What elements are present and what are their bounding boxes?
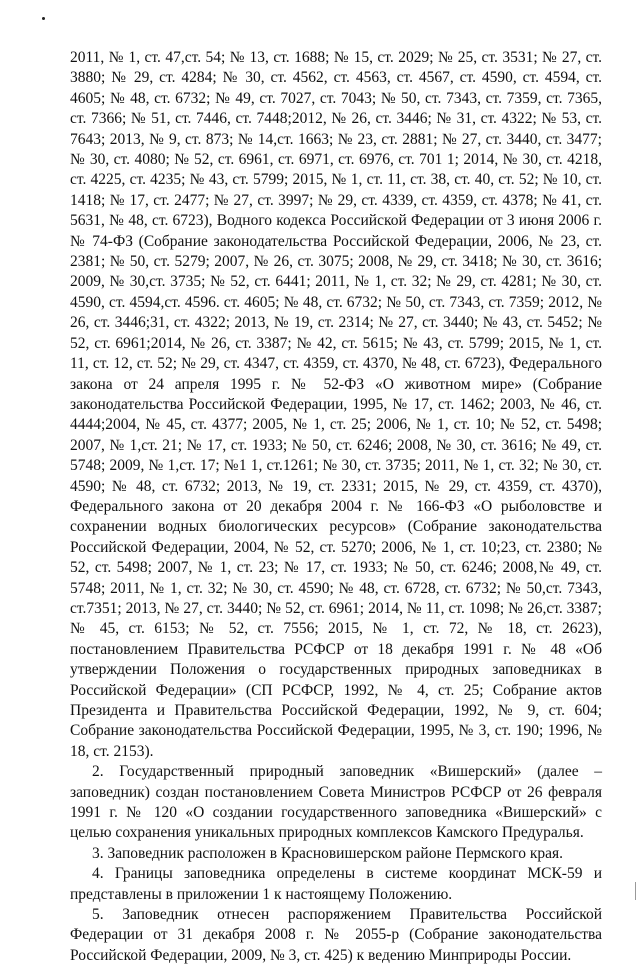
document-body bbox=[70, 48, 602, 966]
scan-dot-mark bbox=[42, 17, 45, 20]
paragraph-3-location: 3. Заповедник расположен в Красновишерском районе Пермского края. bbox=[92, 844, 564, 862]
scan-edge-mark bbox=[635, 882, 636, 900]
paragraph-4-boundaries: 4. Границы заповедника определены в системе координат МСК-59 и представлены в приложении 1 к настоящему Положению. bbox=[70, 865, 602, 903]
paragraph-5-jurisdiction: 5. Заповедник отнесен распоряжением Правительства Российской Федерации от 31 декабря 2008 г. № 2055-р (Собрание законодательства Российской Федерации, 2009, № 3, ст. 425) к ведению Минприроды России. bbox=[70, 906, 602, 964]
paragraph-2-establishment: 2. Государственный природный заповедник «Вишерский» (далее – заповедник) создан постановлением Совета Министров РСФСР от 26 февраля 1991 г. № 120 «О создании государственного заповедника «Вишерский» с целью сохранения уникальных природных комплексов Камского Предуралья. bbox=[70, 763, 602, 842]
paragraph-legal-references: 2011, № 1, ст. 47,ст. 54; № 13, ст. 1688; № 15, ст. 2029; № 25, ст. 3531; № 27, ст. 3880; № 29, ст. 4284; № 30, ст. 4562, ст. 4563, ст. 4567, ст. 4590, ст. 4594, ст. 4605; № 48, ст. 6732; № 49, ст. 7027, ст. 7043; № 50, ст. 7343, ст. 7359, ст. 7365, ст. 7366; № 51, ст. 7446, ст. 7448;2012, № 26, ст. 3446; № 31, ст. 4322; № 53, ст. 7643; 2013, № 9, ст. 873; № 14,ст. 1663; № 23, ст. 2881; № 27, ст. 3440, ст. 3477; № 30, ст. 4080; № 52, ст. 6961, ст. 6971, ст. 6976, ст. 701 1; 2014, № 30, ст. 4218, ст. 4225, ст. 4235; № 43, ст. 5799; 2015, № 1, ст. 11, ст. 38, ст. 40, ст. 52; № 10, ст. 1418; № 17, ст. 2477; № 27, ст. 3997; № 29, ст. 4339, ст. 4359, ст. 4378; № 41, ст. 5631, № 48, ст. 6723), Водного кодекса Российской Федерации от 3 июня 2006 г. № 74-ФЗ (Собрание законодательства Российской Федерации, 2006, № 23, ст. 2381; № 50, ст. 5279; 2007, № 26, ст. 3075; 2008, № 29, ст. 3418; № 30, ст. 3616; 2009, № 30,ст. 3735; № 52, ст. 6441; 2011, № 1, ст. 32; № 29, ст. 4281; № 30, ст. 4590, ст. 4594,ст. 4596. ст. 4605; № 48, ст. 6732; № 50, ст. 7343, ст. 7359; 2012, № 26, ст. 3446;31, ст. 4322; 2013, № 19, ст. 2314; № 27, ст. 3440; № 43, ст. 5452; № 52, ст. 6961;2014, № 26, ст. 3387; № 42, ст. 5615; № 43, ст. 5799; 2015, № 1, ст. 11, ст. 12, ст. 52; № 29, ст. 4347, ст. 4359, ст. 4370, № 48, ст. 6723), Федерального закона от 24 апреля 1995 г. № 52-ФЗ «О животном мире» (Собрание законодательства Российской Федерации, 1995, № 17, ст. 1462; 2003, № 46, ст. 4444;2004, № 45, ст. 4377; 2005, № 1, ст. 25; 2006, № 1, ст. 10; № 52, ст. 5498; 2007, № 1,ст. 21; № 17, ст. 1933; № 50, ст. 6246; 2008, № 30, ст. 3616; № 49, ст. 5748; 2009, № 1,ст. 17; №1 1, ст.1261; № 30, ст. 3735; 2011, № 1, ст. 32; № 30, ст. 4590; № 48, ст. 6732; 2013, № 19, ст. 2331; 2015, № 29, ст. 4359, ст. 4370), Федерального закона от 20 декабря 2004 г. № 166-ФЗ «О рыболовстве и сохранении водных биологических ресурсов» (Собрание законодательства Российской Федерации, 2004, № 52, ст. 5270; 2006, № 1, ст. 10;23, ст. 2380; № 52, ст. 5498; 2007, № 1, ст. 23; № 17, ст. 1933; № 50, ст. 6246; 2008,№ 49, ст. 5748; 2011, № 1, ст. 32; № 30, ст. 4590; № 48, ст. 6728, ст. 6732; № 50,ст. 7343, ст.7351; 2013, № 27, ст. 3440; № 52, ст. 6961; 2014, № 11, ст. 1098; № 26,ст. 3387; № 45, ст. 6153; № 52, ст. 7556; 2015, № 1, ст. 72, № 18, ст. 2623), постановлением Правительства РСФСР от 18 декабря 1991 г. № 48 «Об утверждении Положения о государственных природных заповедниках в Российской Федерации» (СП РСФСР, 1992, № 4, ст. 25; Собрание актов Президента и Правительства Российской Федерации, 1992, № 9, ст. 604; Собрание законодательства Российской Федерации, 1995, № 3, ст. 190; 1996, № 18, ст. 2153). bbox=[70, 49, 602, 760]
